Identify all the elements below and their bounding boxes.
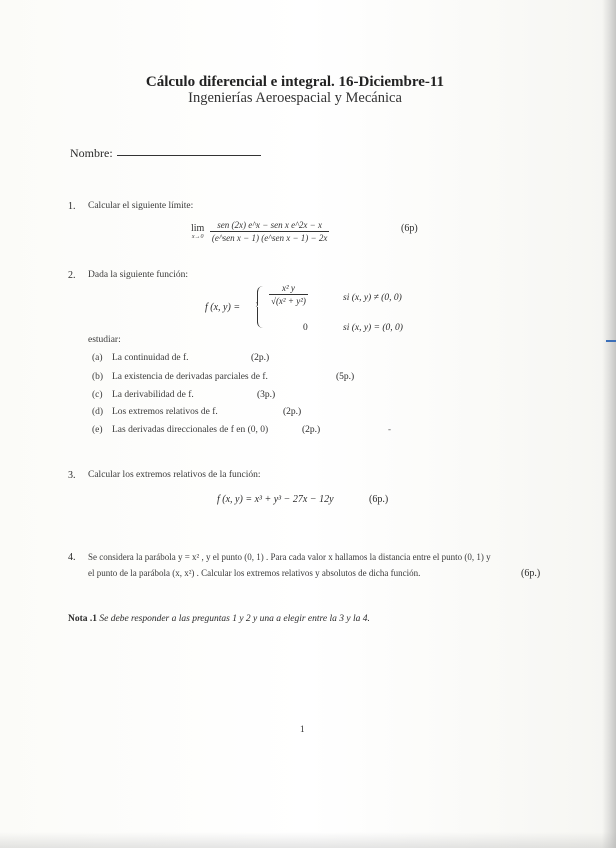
note-text: Se debe responder a las preguntas 1 y 2 y una a elegir entre la 3 y la 4. bbox=[99, 614, 370, 624]
scan-edge-bottom bbox=[0, 832, 616, 848]
q2-fx: f (x, y) = bbox=[205, 302, 241, 313]
q2-case2-value: 0 bbox=[303, 323, 308, 333]
page-number: 1 bbox=[300, 724, 305, 734]
brace-top bbox=[257, 286, 264, 305]
q2-item-a-points: (2p.) bbox=[251, 353, 270, 363]
scan-mark bbox=[606, 340, 616, 342]
q2-item-e-label: (e) bbox=[92, 425, 103, 435]
q2-item-a-label: (a) bbox=[92, 353, 103, 363]
note bbox=[68, 614, 370, 624]
q1-lim-text: lim bbox=[191, 223, 205, 234]
q2-case2-condition: si (x, y) = (0, 0) bbox=[343, 323, 403, 333]
q1-points: (6p) bbox=[401, 223, 418, 234]
q4-line1: Se considera la parábola y = x² , y el punto (0, 1) . Para cada valor x hallamos la distancia entre el punto (0, 1) y bbox=[88, 552, 491, 562]
q2-item-c bbox=[92, 390, 194, 400]
note-label: Nota .1 bbox=[68, 614, 98, 624]
q2-item-c-label: (c) bbox=[92, 390, 103, 400]
q2-case1-condition: si (x, y) ≠ (0, 0) bbox=[343, 293, 402, 303]
q2-case1-numerator: x² y bbox=[269, 283, 308, 295]
q1-denominator: (e^sen x − 1) (e^sen x − 1) − 2x bbox=[211, 233, 328, 243]
q2-item-d bbox=[92, 407, 218, 417]
exam-subtitle: Ingenierías Aeroespacial y Mecánica bbox=[188, 90, 402, 106]
q2-case1-fraction bbox=[269, 283, 308, 306]
q1-limit-expression bbox=[191, 220, 329, 243]
q2-number: 2. bbox=[68, 270, 76, 281]
brace-bottom bbox=[257, 307, 264, 328]
stray-dash: - bbox=[388, 424, 391, 434]
q4-points: (6p.) bbox=[521, 568, 541, 579]
q1-fraction bbox=[210, 220, 330, 243]
name-field-line[interactable] bbox=[117, 155, 261, 156]
q1-numerator: sen (2x) e^x − sen x e^2x − x bbox=[210, 220, 330, 232]
q4-number: 4. bbox=[68, 552, 76, 563]
q2-item-a-text: La continuidad de f. bbox=[112, 353, 189, 363]
q2-item-d-text: Los extremos relativos de f. bbox=[112, 407, 218, 417]
q2-item-b-label: (b) bbox=[92, 372, 104, 382]
q2-item-e-text: Las derivadas direccionales de f en (0, 0) bbox=[112, 425, 269, 435]
q2-piecewise-function bbox=[205, 283, 445, 335]
q2-item-a bbox=[92, 353, 189, 363]
q2-item-c-points: (3p.) bbox=[257, 390, 276, 400]
q2-study-label: estudiar: bbox=[88, 335, 121, 345]
q1-lim bbox=[191, 223, 204, 240]
q1-lim-sub: x→0 bbox=[191, 234, 204, 240]
q1-text: Calcular el siguiente límite: bbox=[88, 201, 194, 211]
q2-item-e bbox=[92, 425, 268, 435]
q4-line2: el punto de la parábola (x, x²) . Calcular los extremos relativos y absolutos de dicha función. bbox=[88, 568, 421, 578]
q3-points: (6p.) bbox=[369, 494, 389, 505]
q3-text: Calcular los extremos relativos de la función: bbox=[88, 470, 261, 480]
q2-item-b bbox=[92, 372, 268, 382]
q3-equation: f (x, y) = x³ + y³ − 27x − 12y bbox=[217, 494, 334, 505]
q3-number: 3. bbox=[68, 470, 76, 481]
q2-item-d-points: (2p.) bbox=[283, 407, 302, 417]
scan-edge-right bbox=[602, 0, 616, 848]
q1-number: 1. bbox=[68, 201, 76, 212]
q2-text: Dada la siguiente función: bbox=[88, 270, 188, 280]
q2-item-b-points: (5p.) bbox=[336, 372, 355, 382]
q2-item-c-text: La derivabilidad de f. bbox=[112, 390, 194, 400]
name-label: Nombre: bbox=[70, 146, 113, 160]
q2-case1-denominator: √(x² + y²) bbox=[271, 296, 306, 306]
exam-title: Cálculo diferencial e integral. 16-Diciembre-11 bbox=[145, 74, 445, 90]
q2-item-e-points: (2p.) bbox=[302, 425, 321, 435]
q2-item-d-label: (d) bbox=[92, 407, 104, 417]
q2-item-b-text: La existencia de derivadas parciales de f. bbox=[112, 372, 268, 382]
